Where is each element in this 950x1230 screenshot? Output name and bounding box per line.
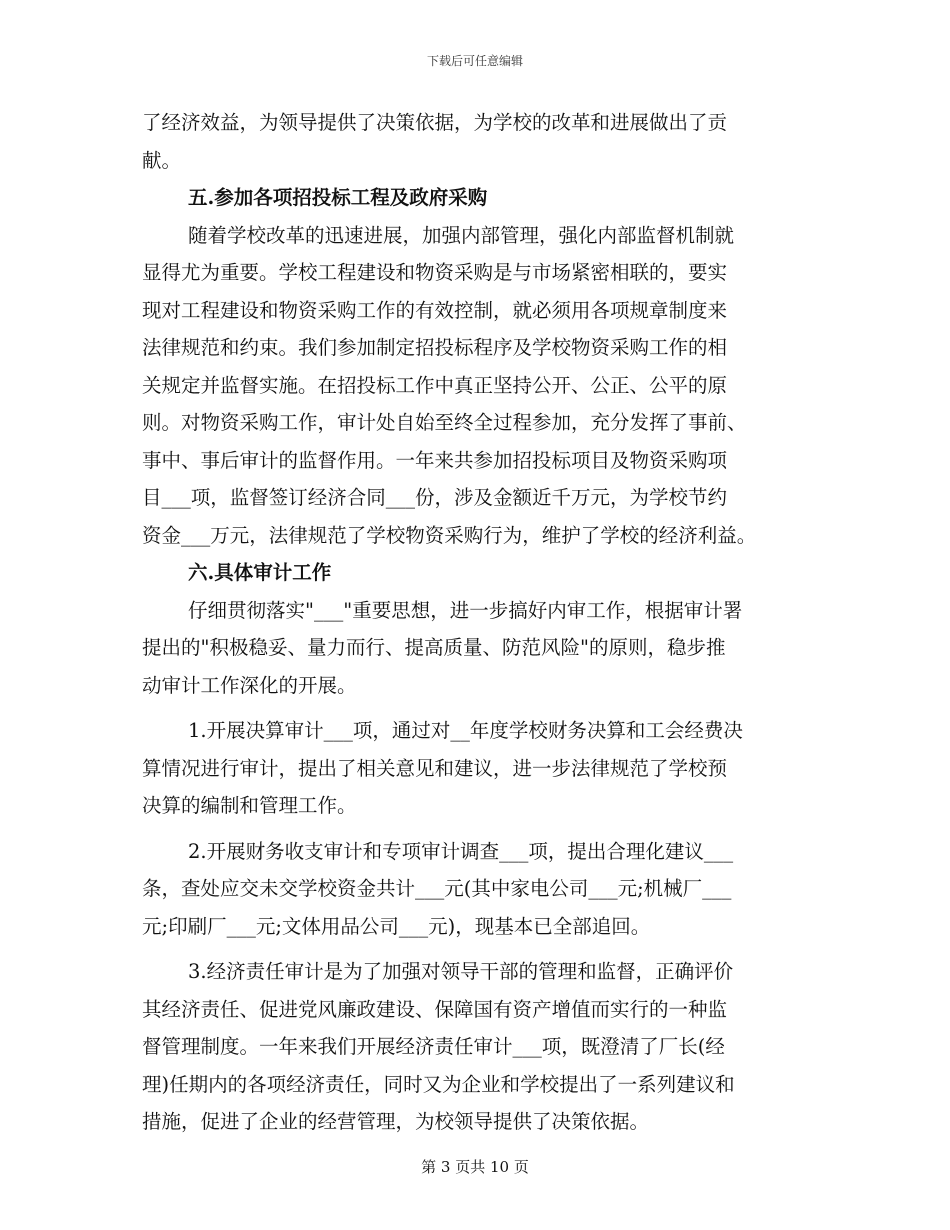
paragraph-line: 随着学校改革的迅速进展，加强内部管理，强化内部监督机制就 <box>188 223 735 247</box>
paragraph-line: 算情况进行审计，提出了相关意见和建议，进一步法律规范了学校预 <box>142 756 728 780</box>
paragraph-line: 提出的"积极稳妥、量力而行、提高质量、防范风险"的原则，稳步推 <box>142 636 726 659</box>
section-heading: 六.具体审计工作 <box>188 561 332 584</box>
document-body <box>142 104 822 1141</box>
page-header: 下载后可任意编辑 <box>426 54 523 68</box>
paragraph-line: 条，查处应交未交学校资金共计___元(其中家电公司___元;机械厂___ <box>142 877 732 900</box>
paragraph-line: 法律规范和约束。我们参加制定招投标程序及学校物资采购工作的相 <box>142 336 728 359</box>
paragraph-line: 其经济责任、促进党风廉政建设、保障国有资产增值而实行的一种监 <box>142 997 728 1021</box>
paragraph-line: 了经济效益，为领导提供了决策依据，为学校的改革和进展做出了贡 <box>142 111 728 134</box>
paragraph-line: 3.经济责任审计是为了加强对领导干部的管理和监督，正确评价 <box>188 960 734 983</box>
paragraph-line: 仔细贯彻落实"___"重要思想，进一步搞好内审工作，根据审计署 <box>188 598 743 622</box>
section-heading: 五.参加各项招投标工程及政府采购 <box>188 186 488 209</box>
paragraph-line: 2.开展财务收支审计和专项审计调查___项，提出合理化建议___ <box>188 839 734 863</box>
page-number: 第 3 页共 10 页 <box>421 1158 529 1176</box>
paragraph-line: 理)任期内的各项经济责任，同时又为企业和学校提出了一系列建议和 <box>142 1072 735 1096</box>
paragraph-line: 督管理制度。一年来我们开展经济责任审计___项，既澄清了厂长(经 <box>142 1035 725 1058</box>
paragraph-line: 事中、事后审计的监督作用。一年来共参加招投标项目及物资采购项 <box>142 448 728 472</box>
paragraph-line: 目___项，监督签订经济合同___份，涉及金额近千万元，为学校节约 <box>142 486 728 509</box>
paragraph-line: 现对工程建设和物资采购工作的有效控制，就必须用各项规章制度来 <box>142 298 728 322</box>
paragraph-line: 动审计工作深化的开展。 <box>142 673 357 697</box>
paragraph-line: 决算的编制和管理工作。 <box>142 794 357 817</box>
paragraph-line: 1.开展决算审计___项，通过对__年度学校财务决算和工会经费决 <box>188 719 743 742</box>
paragraph-spacer <box>142 945 822 953</box>
paragraph-spacer <box>142 704 822 712</box>
paragraph-line: 献。 <box>142 148 182 172</box>
paragraph-line: 措施，促进了企业的经营管理，为校领导提供了决策依据。 <box>142 1110 650 1133</box>
paragraph-spacer <box>142 825 822 833</box>
paragraph-line: 显得尤为重要。学校工程建设和物资采购是与市场紧密相联的，要实 <box>142 261 728 284</box>
paragraph-line: 元;印刷厂___元;文体用品公司___元)，现基本已全部追回。 <box>142 914 651 938</box>
paragraph-line: 资金___万元，法律规范了学校物资采购行为，维护了学校的经济利益。 <box>142 523 757 547</box>
paragraph-line: 则。对物资采购工作，审计处自始至终全过程参加，充分发挥了事前、 <box>142 411 747 434</box>
paragraph-line: 关规定并监督实施。在招投标工作中真正坚持公开、公正、公平的原 <box>142 373 728 397</box>
